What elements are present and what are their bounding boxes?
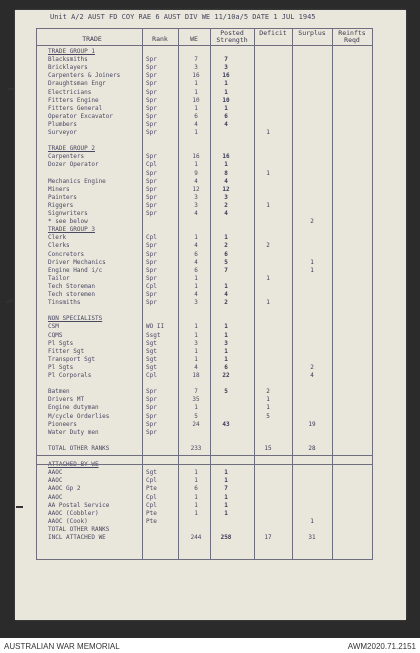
trade-cell: TRADE GROUP 2: [48, 145, 95, 153]
rank-cell: Cpl: [146, 477, 157, 485]
trade-cell: NON SPECIALISTS: [48, 315, 103, 323]
rank-cell: Spr: [146, 299, 157, 307]
trade-cell: Miners: [48, 185, 70, 193]
deficit-cell: 17: [264, 534, 272, 541]
table-row: [22, 137, 372, 145]
we-cell: 4: [194, 210, 198, 217]
margin-tick-mark: [8, 88, 15, 90]
trade-cell: CSM: [48, 323, 59, 331]
surplus-cell: 1: [310, 517, 314, 525]
table-row: [22, 396, 372, 404]
posted-strength-cell: 1: [224, 282, 228, 290]
table-row: [22, 364, 372, 372]
we-cell: 16: [192, 72, 200, 80]
rank-cell: Spr: [146, 274, 157, 282]
table-row: [22, 437, 372, 445]
rank-cell: Cpl: [146, 282, 157, 290]
table-row: [22, 388, 372, 396]
trade-cell: TRADE GROUP 3: [48, 226, 95, 234]
footer-accession-number: AWM2020.71.2151: [347, 642, 416, 651]
rank-cell: Spr: [146, 80, 157, 88]
rank-cell: Spr: [146, 258, 157, 266]
rank-cell: Spr: [146, 56, 157, 64]
posted-strength-cell: 7: [224, 266, 228, 274]
posted-strength-cell: 1: [224, 493, 228, 501]
table-row: [22, 356, 372, 364]
posted-strength-cell: 6: [224, 250, 228, 258]
we-cell: 1: [194, 404, 198, 412]
table-row: [22, 178, 372, 186]
table-row: [22, 429, 372, 437]
section-heading-row: [22, 145, 372, 153]
rank-cell: Spr: [146, 169, 157, 177]
table-row: [22, 332, 372, 340]
trade-cell: AA Postal Service: [48, 501, 110, 509]
we-cell: 7: [194, 388, 198, 396]
total-rule-top: [36, 455, 372, 456]
trade-cell: Blacksmiths: [48, 56, 88, 64]
trade-cell: Signwriters: [48, 210, 88, 217]
surplus-cell: 31: [308, 534, 316, 541]
deficit-cell: 1: [266, 404, 270, 412]
deficit-cell: 1: [266, 201, 270, 209]
rank-cell: Spr: [146, 64, 157, 72]
table-row: [22, 526, 372, 534]
trade-cell: AAOC: [48, 477, 63, 485]
rank-cell: Spr: [146, 428, 157, 436]
rank-cell: Sgt: [146, 339, 157, 347]
we-cell: 24: [192, 420, 200, 428]
trade-cell: TRADE GROUP 1: [48, 48, 95, 55]
posted-strength-cell: 5: [224, 388, 228, 396]
we-cell: 1: [194, 274, 198, 282]
table-row: [22, 404, 372, 412]
trade-cell: CQMS: [48, 331, 63, 339]
trade-cell: Tailor: [48, 274, 70, 282]
posted-strength-cell: 4: [224, 120, 228, 128]
rank-cell: Spr: [146, 291, 157, 298]
trade-cell: TOTAL OTHER RANKS: [48, 444, 110, 452]
table-row: [22, 380, 372, 388]
rank-cell: Cpl: [146, 493, 157, 501]
trade-cell: Pl Sgts: [48, 339, 74, 347]
table-row: [22, 291, 372, 299]
table-row: [22, 340, 372, 348]
table-row: [22, 348, 372, 356]
rank-cell: Spr: [146, 193, 157, 201]
posted-strength-cell: 1: [224, 355, 228, 363]
rank-cell: Cpl: [146, 161, 157, 169]
posted-strength-cell: 1: [224, 477, 228, 485]
table-row: [22, 413, 372, 421]
trade-cell: Engine dutyman: [48, 404, 99, 412]
table-row: [22, 186, 372, 194]
posted-strength-cell: 7: [224, 485, 228, 493]
section-heading-row: [22, 315, 372, 323]
posted-strength-cell: 6: [224, 112, 228, 120]
deficit-cell: 2: [266, 242, 270, 250]
posted-strength-cell: 10: [222, 96, 230, 104]
strength-table: [22, 28, 372, 560]
we-cell: 4: [194, 242, 198, 250]
we-cell: 1: [194, 469, 198, 477]
table-row: [22, 64, 372, 72]
margin-tick-mark: [16, 506, 23, 508]
posted-strength-cell: 1: [224, 347, 228, 355]
total-rule-bottom: [36, 464, 372, 465]
surplus-cell: 19: [308, 420, 316, 428]
trade-cell: AAOC (Cobbler): [48, 509, 99, 517]
trade-cell: * see below: [48, 218, 88, 226]
surplus-column-header: Surplus: [298, 29, 326, 37]
we-cell: 3: [194, 193, 198, 201]
posted-strength-cell: 1: [224, 509, 228, 517]
trade-cell: Tech Storeman: [48, 282, 95, 290]
we-cell: 6: [194, 485, 198, 493]
deficit-cell: 1: [266, 396, 270, 404]
we-cell: 3: [194, 201, 198, 209]
rank-cell: Spr: [146, 129, 157, 136]
we-cell: 1: [194, 331, 198, 339]
section-heading-row: [22, 226, 372, 234]
we-cell: 1: [194, 282, 198, 290]
trade-cell: Dozer Operator: [48, 161, 99, 169]
rank-cell: Spr: [146, 388, 157, 396]
posted-strength-cell: 2: [224, 299, 228, 307]
table-row: [22, 510, 372, 518]
rank-cell: Spr: [146, 250, 157, 258]
rank-cell: Spr: [146, 104, 157, 112]
we-cell: 1: [194, 355, 198, 363]
table-row: [22, 105, 372, 113]
rank-cell: WO II: [146, 323, 165, 331]
trade-cell: Pl Corporals: [48, 372, 92, 379]
we-cell: 6: [194, 250, 198, 258]
we-cell: 1: [194, 477, 198, 485]
table-row: [22, 242, 372, 250]
posted-strength-cell: 258: [220, 534, 232, 541]
table-row: [22, 494, 372, 502]
trade-cell: Pl Sgts: [48, 363, 74, 371]
posted-strength-cell: 4: [224, 177, 228, 185]
table-border-right: [372, 28, 373, 560]
posted-strength-cell: 1: [224, 161, 228, 169]
trade-cell: Water Duty men: [48, 428, 99, 436]
trade-cell: Carpenters: [48, 153, 85, 161]
rank-cell: Spr: [146, 396, 157, 404]
posted-strength-cell: 1: [224, 88, 228, 96]
posted-strength-cell: 16: [222, 153, 230, 161]
table-row: [22, 421, 372, 429]
reinforcements-column-header: Reinfts Reqd: [338, 29, 366, 44]
rank-cell: Spr: [146, 153, 157, 161]
trade-cell: Plumbers: [48, 120, 77, 128]
table-row: [22, 234, 372, 242]
table-row: [22, 502, 372, 510]
posted-strength-cell: 5: [224, 258, 228, 266]
rank-cell: Cpl: [146, 234, 157, 242]
posted-strength-cell: 8: [224, 169, 228, 177]
section-heading-row: [22, 461, 372, 469]
we-cell: 1: [194, 323, 198, 331]
posted-strength-cell: 3: [224, 193, 228, 201]
rank-cell: Spr: [146, 112, 157, 120]
we-cell: 10: [192, 96, 200, 104]
posted-strength-cell: 12: [222, 185, 230, 193]
trade-cell: Engine Hand i/c: [48, 266, 103, 274]
rank-cell: Sgt: [146, 355, 157, 363]
posted-strength-cell: 7: [224, 56, 228, 64]
posted-strength-cell: 1: [224, 501, 228, 509]
trade-cell: Tinsmiths: [48, 299, 81, 307]
we-cell: 3: [194, 299, 198, 307]
table-row: [22, 518, 372, 526]
we-cell: 244: [190, 534, 202, 541]
trade-column-header: TRADE: [82, 35, 102, 43]
rank-cell: Pte: [146, 517, 157, 525]
posted-strength-cell: 4: [224, 291, 228, 298]
we-cell: 7: [194, 56, 198, 64]
rank-cell: Spr: [146, 210, 157, 217]
trade-cell: AAOC Gp 2: [48, 485, 81, 493]
rank-cell: Spr: [146, 72, 157, 80]
trade-cell: Carpenters & Joiners: [48, 72, 121, 80]
rank-cell: Spr: [146, 420, 157, 428]
trade-cell: AAOC: [48, 469, 63, 477]
table-row: [22, 534, 372, 542]
posted-strength-cell: 1: [224, 234, 228, 242]
we-cell: 1: [194, 347, 198, 355]
rank-cell: Spr: [146, 96, 157, 104]
trade-cell: INCL ATTACHED WE: [48, 534, 106, 541]
trade-cell: Draughtsman Engr: [48, 80, 106, 88]
trade-cell: Fitters General: [48, 104, 103, 112]
rank-cell: Sgt: [146, 347, 157, 355]
table-row: [22, 97, 372, 105]
header-rule: [36, 45, 372, 46]
rank-cell: Spr: [146, 412, 157, 420]
posted-strength-cell: 1: [224, 323, 228, 331]
surplus-cell: 2: [310, 363, 314, 371]
posted-strength-cell: 1: [224, 80, 228, 88]
trade-cell: Operator Excavator: [48, 112, 114, 120]
surplus-cell: 1: [310, 266, 314, 274]
trade-cell: Bricklayers: [48, 64, 88, 72]
we-cell: 1: [194, 509, 198, 517]
table-row: [22, 283, 372, 291]
we-cell: 4: [194, 258, 198, 266]
surplus-cell: 2: [310, 218, 314, 226]
table-row: [22, 218, 372, 226]
rank-cell: Spr: [146, 177, 157, 185]
posted-strength-cell: 22: [222, 372, 230, 379]
table-row: [22, 80, 372, 88]
we-cell: 233: [190, 444, 202, 452]
we-cell: 3: [194, 64, 198, 72]
table-row: [22, 267, 372, 275]
rank-cell: Ssgt: [146, 331, 161, 339]
trade-cell: Painters: [48, 193, 77, 201]
we-cell: 1: [194, 234, 198, 242]
posted-strength-cell: 2: [224, 201, 228, 209]
rank-cell: Spr: [146, 120, 157, 128]
trade-cell: Pioneers: [48, 420, 77, 428]
trade-cell: Batmen: [48, 388, 70, 396]
table-row: [22, 210, 372, 218]
posted-strength-cell: 1: [224, 104, 228, 112]
table-row: [22, 259, 372, 267]
trade-cell: Riggers: [48, 201, 74, 209]
posted-strength-cell: 1: [224, 331, 228, 339]
trade-cell: AAOC: [48, 493, 63, 501]
we-cell: 12: [192, 185, 200, 193]
deficit-cell: 1: [266, 169, 270, 177]
we-cell: 4: [194, 291, 198, 298]
we-cell: 9: [194, 169, 198, 177]
trade-cell: Concretors: [48, 250, 85, 258]
table-row: [22, 299, 372, 307]
we-cell: 1: [194, 88, 198, 96]
we-cell: 35: [192, 396, 200, 404]
deficit-cell: 5: [266, 412, 270, 420]
we-cell: 16: [192, 153, 200, 161]
posted-strength-cell: 6: [224, 363, 228, 371]
we-cell: 1: [194, 493, 198, 501]
footer-source-label: AUSTRALIAN WAR MEMORIAL: [4, 642, 120, 651]
trade-cell: AAOC (Cook): [48, 517, 88, 525]
posted-strength-cell: 16: [222, 72, 230, 80]
we-cell: 1: [194, 129, 198, 136]
rank-column-header: Rank: [152, 35, 168, 43]
table-row: [22, 56, 372, 64]
trade-cell: M/cycle Orderlies: [48, 412, 110, 420]
posted-strength-column-header: Posted Strength: [216, 29, 248, 44]
trade-cell: Fitters Engine: [48, 96, 99, 104]
posted-strength-cell: 3: [224, 64, 228, 72]
trade-cell: Transport Sgt: [48, 355, 95, 363]
rank-cell: Cpl: [146, 501, 157, 509]
surplus-cell: 28: [308, 444, 316, 452]
we-cell: 1: [194, 161, 198, 169]
rank-cell: Spr: [146, 185, 157, 193]
table-row: [22, 372, 372, 380]
rank-cell: Spr: [146, 201, 157, 209]
posted-strength-cell: 4: [224, 210, 228, 217]
posted-strength-cell: 2: [224, 242, 228, 250]
table-row: [22, 72, 372, 80]
table-row: [22, 469, 372, 477]
rank-cell: Cpl: [146, 372, 157, 379]
table-row: [22, 323, 372, 331]
table-row: [22, 202, 372, 210]
surplus-cell: 4: [310, 372, 314, 379]
surplus-cell: 1: [310, 258, 314, 266]
we-cell: 4: [194, 177, 198, 185]
trade-cell: TOTAL OTHER RANKS: [48, 525, 110, 533]
posted-strength-cell: 3: [224, 339, 228, 347]
table-row: [22, 129, 372, 137]
deficit-cell: 1: [266, 274, 270, 282]
we-cell: 4: [194, 120, 198, 128]
rank-cell: Pte: [146, 485, 157, 493]
deficit-cell: 1: [266, 299, 270, 307]
trade-cell: Fitter Sgt: [48, 347, 85, 355]
table-row: [22, 275, 372, 283]
table-row: [22, 121, 372, 129]
table-row: [22, 161, 372, 169]
trade-cell: ATTACHED BY WE: [48, 461, 99, 469]
we-cell: 18: [192, 372, 200, 379]
we-cell: 4: [194, 363, 198, 371]
deficit-column-header: Deficit: [259, 29, 287, 37]
table-row: [22, 89, 372, 97]
document-header: Unit A/2 AUST FD COY RAE 6 AUST DIV WE 11/10a/5 DATE 1 JUL 1945: [50, 13, 316, 21]
table-row: [22, 307, 372, 315]
we-cell: 3: [194, 339, 198, 347]
deficit-cell: 2: [266, 388, 270, 396]
rank-cell: Sgt: [146, 363, 157, 371]
we-cell: 6: [194, 112, 198, 120]
trade-cell: Clerks: [48, 242, 70, 250]
trade-cell: Tech storemen: [48, 291, 95, 298]
trade-cell: Electricians: [48, 88, 92, 96]
rank-cell: Sgt: [146, 469, 157, 477]
section-heading-row: [22, 48, 372, 56]
rank-cell: Pte: [146, 509, 157, 517]
table-row: [22, 194, 372, 202]
we-cell: 1: [194, 501, 198, 509]
we-cell: 1: [194, 104, 198, 112]
table-row: [22, 251, 372, 259]
table-row: [22, 113, 372, 121]
rank-cell: Spr: [146, 88, 157, 96]
posted-strength-cell: 43: [222, 420, 230, 428]
table-row: [22, 153, 372, 161]
rank-cell: Spr: [146, 404, 157, 412]
rank-cell: Spr: [146, 266, 157, 274]
we-cell: 5: [194, 412, 198, 420]
deficit-cell: 15: [264, 444, 272, 452]
posted-strength-cell: 1: [224, 469, 228, 477]
we-cell: 1: [194, 80, 198, 88]
table-bottom-rule: [36, 559, 372, 560]
table-row: [22, 485, 372, 493]
rank-cell: Spr: [146, 242, 157, 250]
we-cell: 6: [194, 266, 198, 274]
trade-cell: Clerk: [48, 234, 67, 242]
we-column-header: WE: [190, 35, 198, 43]
deficit-cell: 1: [266, 129, 270, 136]
table-row: [22, 477, 372, 485]
trade-cell: Drivers MT: [48, 396, 85, 404]
table-row: [22, 445, 372, 453]
table-row: [22, 170, 372, 178]
trade-cell: Mechanics Engine: [48, 177, 106, 185]
trade-cell: Driver Mechanics: [48, 258, 106, 266]
trade-cell: Surveyor: [48, 129, 77, 136]
